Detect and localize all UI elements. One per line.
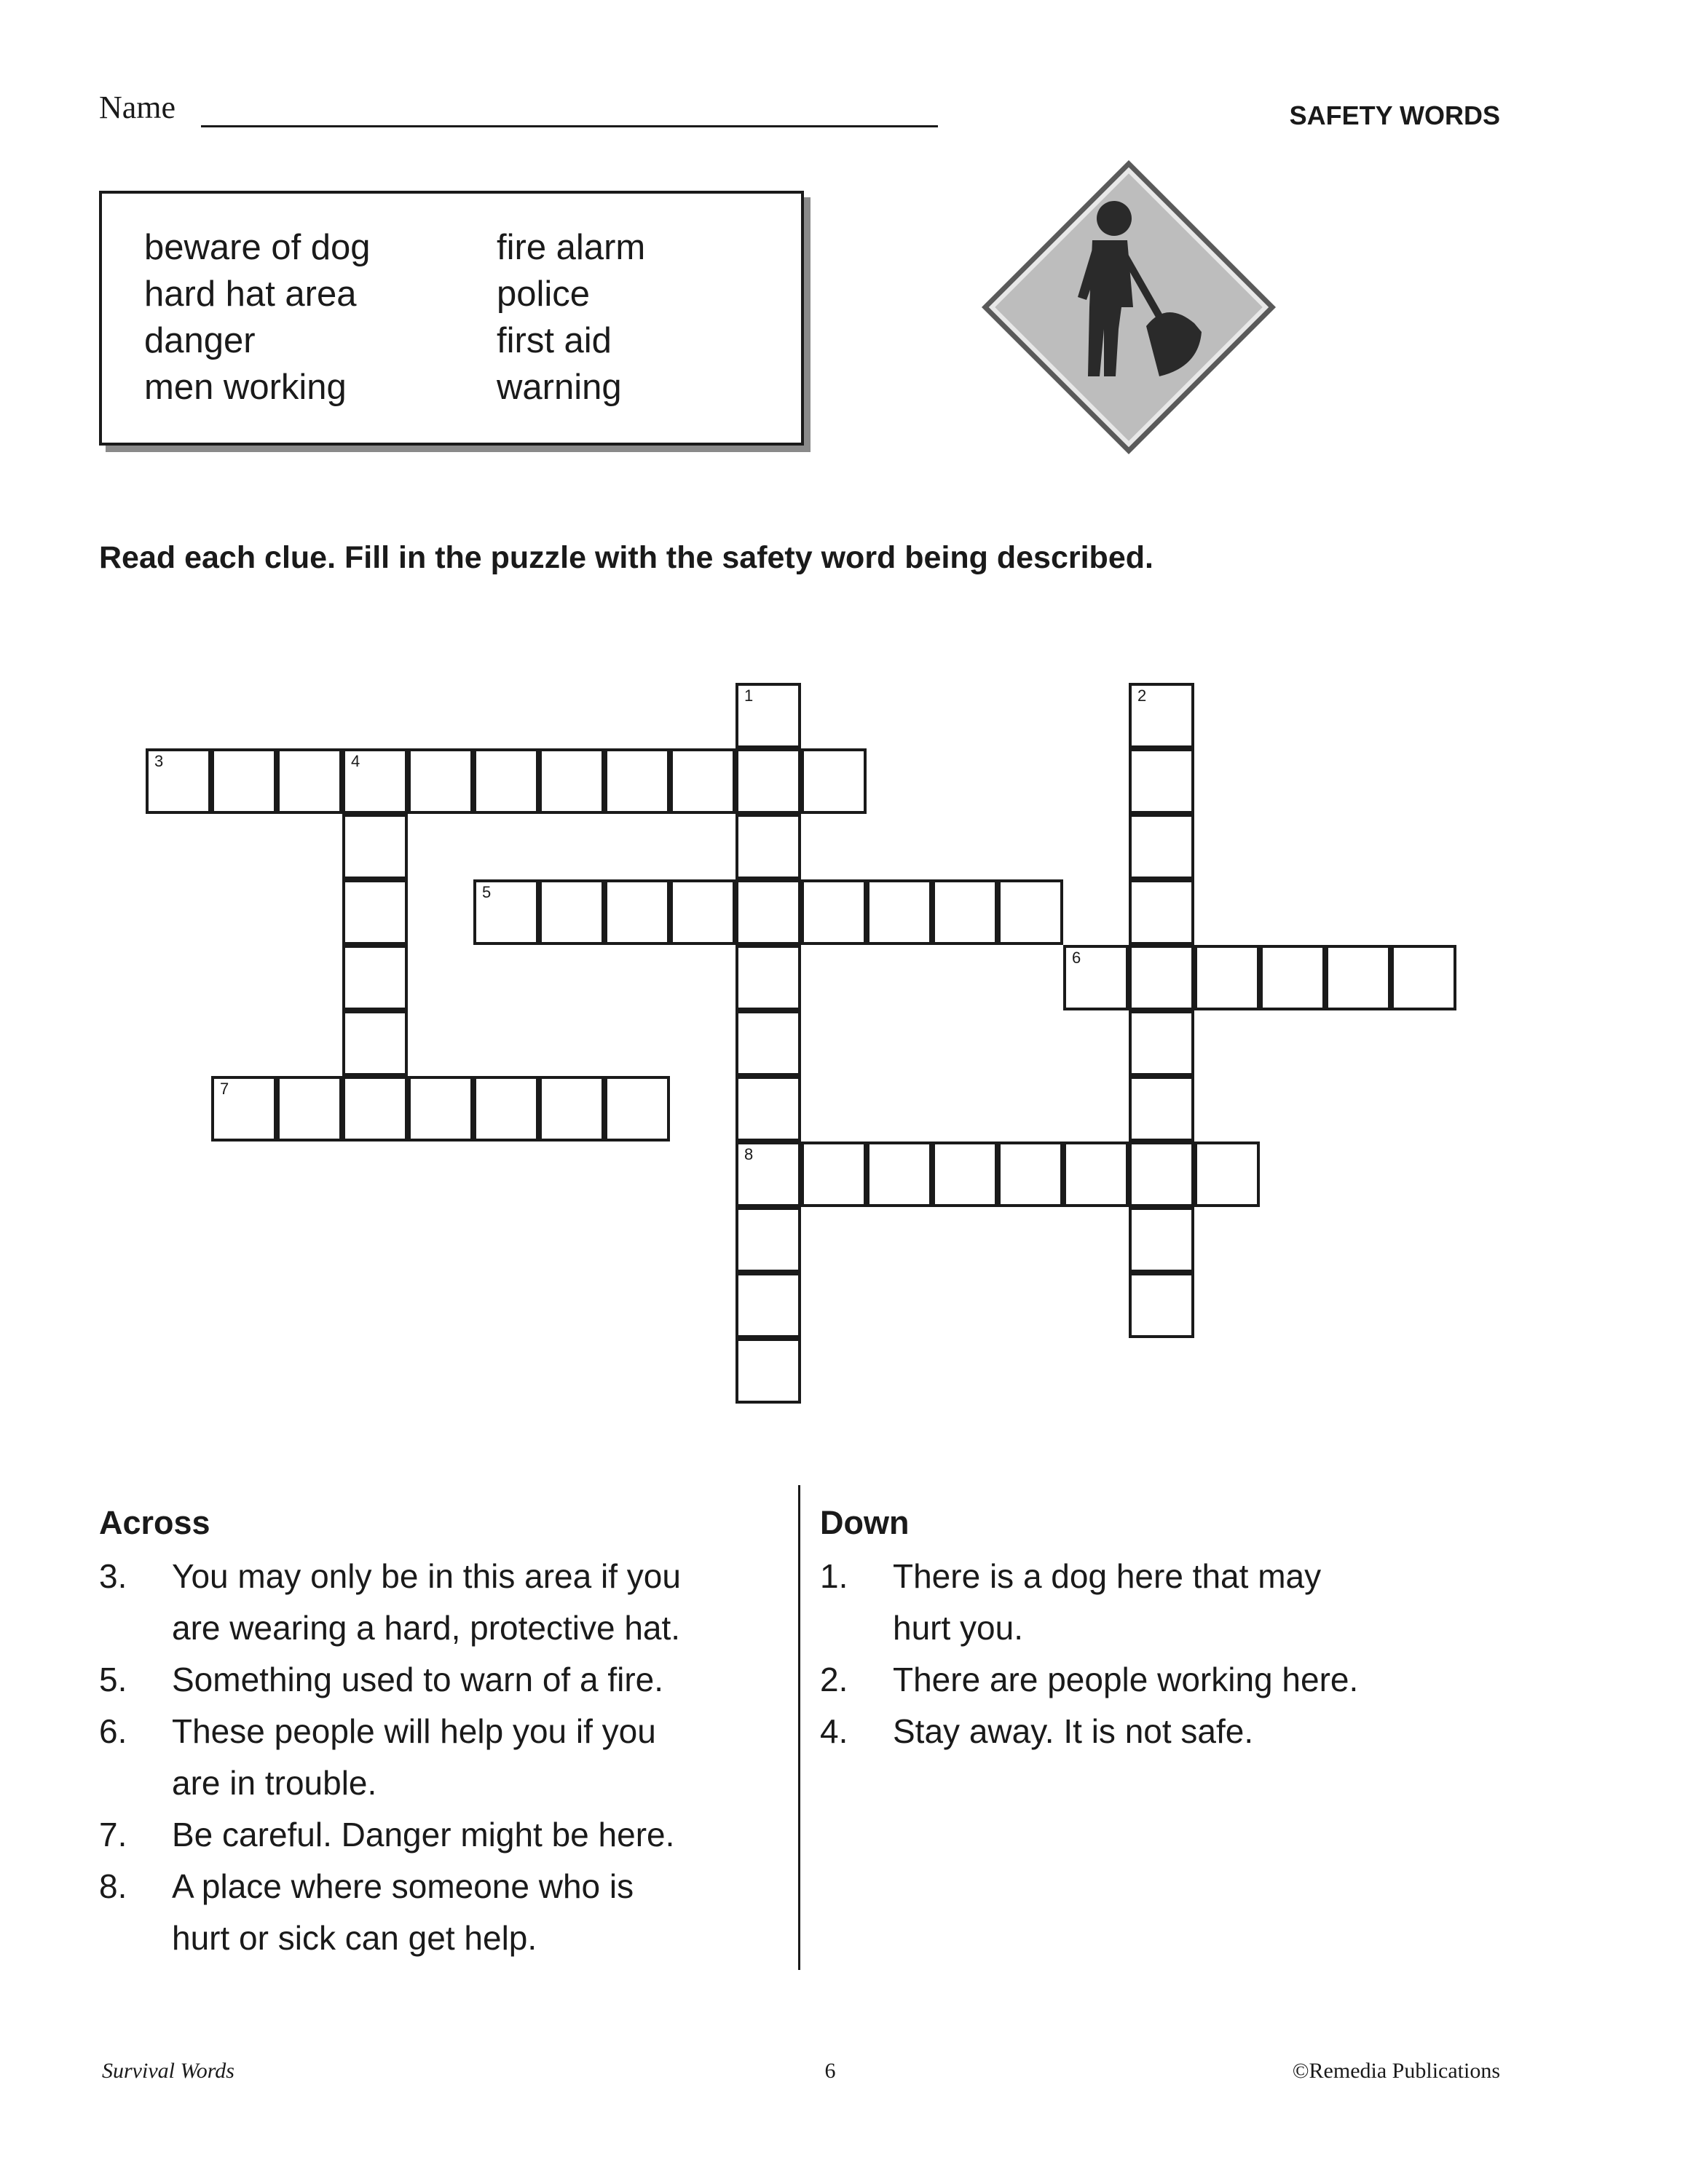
clue-text-line: There are people working here. xyxy=(893,1661,1359,1698)
crossword-cell[interactable] xyxy=(539,748,604,814)
footer-publisher: ©Remedia Publications xyxy=(1292,2059,1500,2083)
clue-number: 6. xyxy=(99,1712,127,1750)
clue-number: 2. xyxy=(820,1661,848,1698)
word-bank-item: hard hat area xyxy=(144,274,357,314)
crossword-cell[interactable] xyxy=(1194,945,1260,1010)
crossword-cell[interactable] xyxy=(539,879,604,945)
crossword-cell[interactable] xyxy=(342,1010,408,1076)
crossword-cell[interactable] xyxy=(277,1076,342,1142)
crossword-cell[interactable] xyxy=(801,879,867,945)
crossword-cell[interactable] xyxy=(1129,945,1194,1010)
crossword-cell[interactable] xyxy=(1129,879,1194,945)
page-topic: SAFETY WORDS xyxy=(1289,100,1500,130)
crossword-cell[interactable] xyxy=(211,748,277,814)
crossword-cell[interactable] xyxy=(604,879,670,945)
clue-text-line: hurt you. xyxy=(893,1609,1023,1647)
crossword-cell[interactable] xyxy=(735,683,801,748)
clue-number-label: 8 xyxy=(744,1145,754,1163)
clue-text-line: hurt or sick can get help. xyxy=(172,1919,537,1957)
crossword-cell[interactable] xyxy=(1391,945,1456,1010)
word-bank-item: warning xyxy=(497,368,622,407)
clue-text-line: are in trouble. xyxy=(172,1764,377,1802)
crossword-cell[interactable] xyxy=(473,879,539,945)
crossword-cell[interactable] xyxy=(342,748,408,814)
crossword-cell[interactable] xyxy=(867,879,932,945)
crossword-cell[interactable] xyxy=(670,748,735,814)
crossword-cell[interactable] xyxy=(342,1076,408,1142)
crossword-cell[interactable] xyxy=(735,1010,801,1076)
crossword-cell[interactable] xyxy=(1194,1142,1260,1207)
crossword-cell[interactable] xyxy=(998,1142,1063,1207)
crossword-cell[interactable] xyxy=(342,814,408,879)
crossword-cell[interactable] xyxy=(735,945,801,1010)
crossword-cell[interactable] xyxy=(1063,945,1129,1010)
crossword-cell[interactable] xyxy=(735,1273,801,1338)
clue-number: 1. xyxy=(820,1557,848,1595)
crossword-cell[interactable] xyxy=(473,748,539,814)
crossword-cell[interactable] xyxy=(604,748,670,814)
clue-text-line: are wearing a hard, protective hat. xyxy=(172,1609,681,1647)
crossword-cell[interactable] xyxy=(539,1076,604,1142)
crossword-cell[interactable] xyxy=(1129,814,1194,879)
clue-number: 3. xyxy=(99,1557,127,1595)
page-number: 6 xyxy=(824,2059,836,2083)
name-label: Name xyxy=(99,90,176,125)
crossword-cell[interactable] xyxy=(1129,1142,1194,1207)
crossword-cell[interactable] xyxy=(735,1076,801,1142)
crossword-cell[interactable] xyxy=(342,945,408,1010)
crossword-cell[interactable] xyxy=(1129,1273,1194,1338)
clue-number: 8. xyxy=(99,1867,127,1905)
crossword-cell[interactable] xyxy=(1129,1010,1194,1076)
crossword-cell[interactable] xyxy=(735,1142,801,1207)
crossword-cell[interactable] xyxy=(1063,1142,1129,1207)
word-bank-item: men working xyxy=(144,368,347,407)
crossword-cell[interactable] xyxy=(932,1142,998,1207)
clue-number-label: 7 xyxy=(220,1080,229,1098)
clue-number-label: 6 xyxy=(1072,949,1081,967)
clue-text-line: Stay away. It is not safe. xyxy=(893,1712,1254,1750)
word-bank-item: beware of dog xyxy=(144,228,371,267)
crossword-cell[interactable] xyxy=(801,748,867,814)
instructions: Read each clue. Fill in the puzzle with the safety word being described. xyxy=(99,540,1153,575)
across-heading: Across xyxy=(99,1504,210,1541)
crossword-cell[interactable] xyxy=(801,1142,867,1207)
clue-text-line: Be careful. Danger might be here. xyxy=(172,1816,675,1853)
clue-number-label: 5 xyxy=(482,883,492,901)
crossword-cell[interactable] xyxy=(735,814,801,879)
crossword-cell[interactable] xyxy=(998,879,1063,945)
crossword-cell[interactable] xyxy=(735,1207,801,1273)
clue-number: 4. xyxy=(820,1712,848,1750)
crossword-cell[interactable] xyxy=(1129,1076,1194,1142)
crossword-cell[interactable] xyxy=(735,748,801,814)
clue-text-line: There is a dog here that may xyxy=(893,1557,1322,1595)
clue-number-label: 4 xyxy=(351,752,360,770)
clue-text-line: Something used to warn of a fire. xyxy=(172,1661,664,1698)
clue-number-label: 3 xyxy=(154,752,164,770)
crossword-cell[interactable] xyxy=(1129,1207,1194,1273)
crossword-cell[interactable] xyxy=(1260,945,1325,1010)
crossword-cell[interactable] xyxy=(1129,748,1194,814)
crossword-cell[interactable] xyxy=(473,1076,539,1142)
crossword-cell[interactable] xyxy=(146,748,211,814)
crossword-cell[interactable] xyxy=(867,1142,932,1207)
crossword-cell[interactable] xyxy=(1325,945,1391,1010)
clue-text-line: You may only be in this area if you xyxy=(172,1557,681,1595)
crossword-cell[interactable] xyxy=(735,1338,801,1404)
clue-number-label: 2 xyxy=(1137,687,1147,705)
crossword-cell[interactable] xyxy=(342,879,408,945)
crossword-cell[interactable] xyxy=(735,879,801,945)
crossword-cell[interactable] xyxy=(1129,683,1194,748)
crossword-cell[interactable] xyxy=(408,748,473,814)
clue-number: 5. xyxy=(99,1661,127,1698)
word-bank-item: fire alarm xyxy=(497,228,646,267)
clue-number: 7. xyxy=(99,1816,127,1853)
clue-text-line: A place where someone who is xyxy=(172,1867,634,1905)
crossword-cell[interactable] xyxy=(408,1076,473,1142)
clue-number-label: 1 xyxy=(744,687,754,705)
crossword-cell[interactable] xyxy=(932,879,998,945)
footer-book-title: Survival Words xyxy=(102,2059,234,2083)
word-bank-item: first aid xyxy=(497,321,612,360)
crossword-cell[interactable] xyxy=(670,879,735,945)
clue-text-line: These people will help you if you xyxy=(172,1712,656,1750)
down-heading: Down xyxy=(820,1504,910,1541)
word-bank-item: police xyxy=(497,274,591,314)
word-bank-item: danger xyxy=(144,321,256,360)
crossword-cell[interactable] xyxy=(211,1076,277,1142)
crossword-cell[interactable] xyxy=(604,1076,670,1142)
crossword-cell[interactable] xyxy=(277,748,342,814)
